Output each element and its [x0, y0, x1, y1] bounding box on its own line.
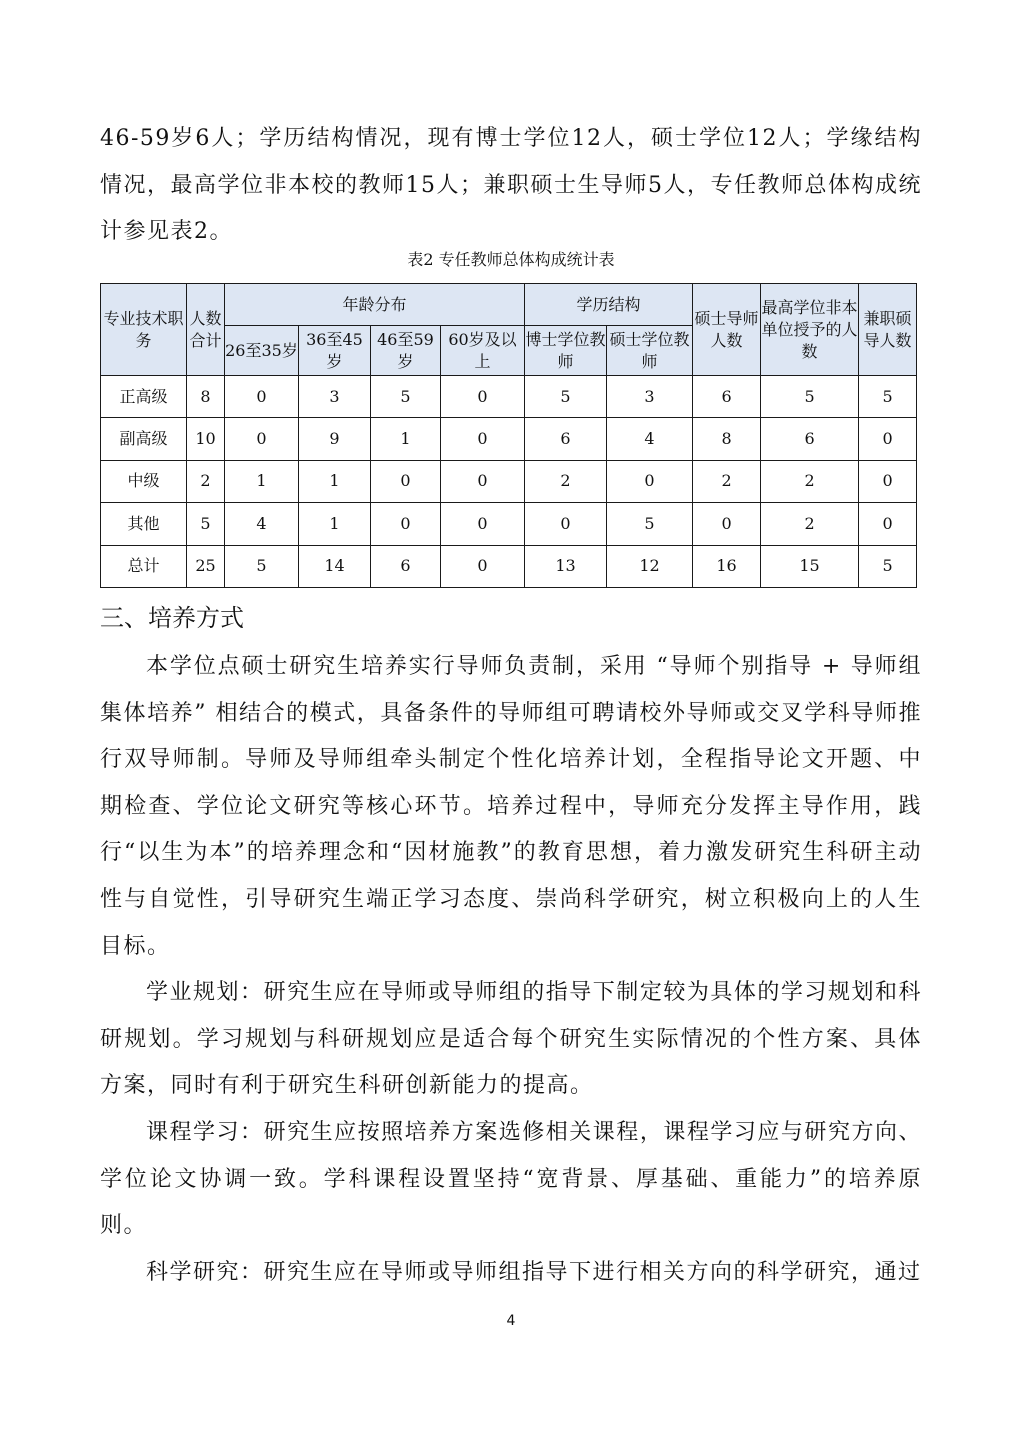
- table-cell: 5: [187, 503, 225, 545]
- table-cell: 0: [693, 503, 761, 545]
- table-cell: 6: [525, 418, 607, 460]
- table-cell: 0: [371, 503, 441, 545]
- table-cell: 2: [761, 503, 859, 545]
- section-heading: 三、培养方式: [100, 604, 244, 632]
- header-phd: 博士学位教师: [525, 326, 607, 376]
- table-cell: 3: [299, 376, 371, 418]
- table-cell: 1: [225, 460, 299, 502]
- table-cell: 0: [525, 503, 607, 545]
- header-age-60-plus: 60岁及以上: [441, 326, 525, 376]
- row-label-cell: 正高级: [101, 376, 187, 418]
- header-total: 人数合计: [187, 284, 225, 376]
- table-cell: 5: [607, 503, 693, 545]
- table-body: [101, 376, 917, 588]
- header-age-26-35: 26至35岁: [225, 326, 299, 376]
- table-row: [101, 545, 917, 587]
- table-cell: 0: [441, 418, 525, 460]
- row-label-cell: 其他: [101, 503, 187, 545]
- table-cell: 0: [859, 460, 917, 502]
- body-paragraph-academic-planning: 学业规划：研究生应在导师或导师组的指导下制定较为具体的学习规划和科研规划。学习规划与科研规划应是适合每个研究生实际情况的个性方案、具体方案，同时有利于研究生科研创新能力的提高。: [100, 980, 922, 1099]
- body-paragraph-training-mode: 本学位点硕士研究生培养实行导师负责制，采用 “导师个别指导 + 导师组集体培养” 相结合的模式，具备条件的导师组可聘请校外导师或交叉学科导师推行双导师制。导师及导师组牵头制定个性化培养计划，全程指导论文开题、中期检查、学位论文研究等核心环节。培养过程中，导师充分发挥主导作用，践行“以生为本”的培养理念和“因材施教”的教育思想，着力激发研究生科研主动性与自觉性，引导研究生端正学习态度、崇尚科学研究，树立积极向上的人生目标。: [100, 654, 922, 959]
- table-cell: 5: [859, 376, 917, 418]
- body-paragraph-research: 科学研究：研究生应在导师或导师组指导下进行相关方向的科学研究，通过: [146, 1260, 922, 1285]
- table-cell: 15: [761, 545, 859, 587]
- table-cell: 1: [299, 503, 371, 545]
- header-supervisors: 硕士导师人数: [693, 284, 761, 376]
- table-cell: 3: [607, 376, 693, 418]
- table-cell: 6: [761, 418, 859, 460]
- faculty-statistics-table: [100, 283, 917, 588]
- table-cell: 0: [441, 460, 525, 502]
- table-row: [101, 418, 917, 460]
- row-label-cell: 副高级: [101, 418, 187, 460]
- table-cell: 25: [187, 545, 225, 587]
- table-cell: 1: [299, 460, 371, 502]
- table-cell: 5: [761, 376, 859, 418]
- table-cell: 8: [693, 418, 761, 460]
- table-cell: 0: [607, 460, 693, 502]
- table-cell: 0: [441, 503, 525, 545]
- header-part-time-supervisors: 兼职硕导人数: [859, 284, 917, 376]
- table-cell: 2: [693, 460, 761, 502]
- header-age-group: 年龄分布: [225, 284, 525, 326]
- table-cell: 5: [525, 376, 607, 418]
- header-age-36-45: 36至45岁: [299, 326, 371, 376]
- table-cell: 2: [187, 460, 225, 502]
- table-cell: 2: [525, 460, 607, 502]
- table-cell: 6: [371, 545, 441, 587]
- intro-paragraph: 46-59岁6人；学历结构情况，现有博士学位12人，硕士学位12人；学缘结构情况，最高学位非本校的教师15人；兼职硕士生导师5人，专任教师总体构成统计参见表2。: [100, 126, 922, 245]
- page-number: 4: [506, 1313, 516, 1329]
- table-cell: 14: [299, 545, 371, 587]
- table-cell: 0: [225, 376, 299, 418]
- table-row: [101, 376, 917, 418]
- table-row: [101, 460, 917, 502]
- table-cell: 0: [371, 460, 441, 502]
- table-cell: 4: [607, 418, 693, 460]
- table-cell: 0: [441, 376, 525, 418]
- row-label-cell: 中级: [101, 460, 187, 502]
- header-title: 专业技术职务: [101, 284, 187, 376]
- table-caption: 表2 专任教师总体构成统计表: [407, 250, 615, 269]
- table-cell: 5: [371, 376, 441, 418]
- table-cell: 6: [693, 376, 761, 418]
- table-cell: 12: [607, 545, 693, 587]
- table-cell: 2: [761, 460, 859, 502]
- table-row: [101, 503, 917, 545]
- header-non-local-degree: 最高学位非本单位授予的人数: [761, 284, 859, 376]
- table-cell: 16: [693, 545, 761, 587]
- header-education-group: 学历结构: [525, 284, 693, 326]
- table-cell: 1: [371, 418, 441, 460]
- table-cell: 4: [225, 503, 299, 545]
- table-cell: 9: [299, 418, 371, 460]
- body-paragraph-course-study: 课程学习：研究生应按照培养方案选修相关课程，课程学习应与研究方向、学位论文协调一致。学科课程设置坚持“宽背景、厚基础、重能力”的培养原则。: [100, 1120, 922, 1239]
- table-cell: 5: [225, 545, 299, 587]
- table-cell: 0: [859, 418, 917, 460]
- table-cell: 0: [441, 545, 525, 587]
- header-age-46-59: 46至59岁: [371, 326, 441, 376]
- table-cell: 13: [525, 545, 607, 587]
- table-cell: 5: [859, 545, 917, 587]
- table-cell: 8: [187, 376, 225, 418]
- table-cell: 10: [187, 418, 225, 460]
- header-masters: 硕士学位教师: [607, 326, 693, 376]
- table-cell: 0: [859, 503, 917, 545]
- row-label-cell: 总计: [101, 545, 187, 587]
- table-cell: 0: [225, 418, 299, 460]
